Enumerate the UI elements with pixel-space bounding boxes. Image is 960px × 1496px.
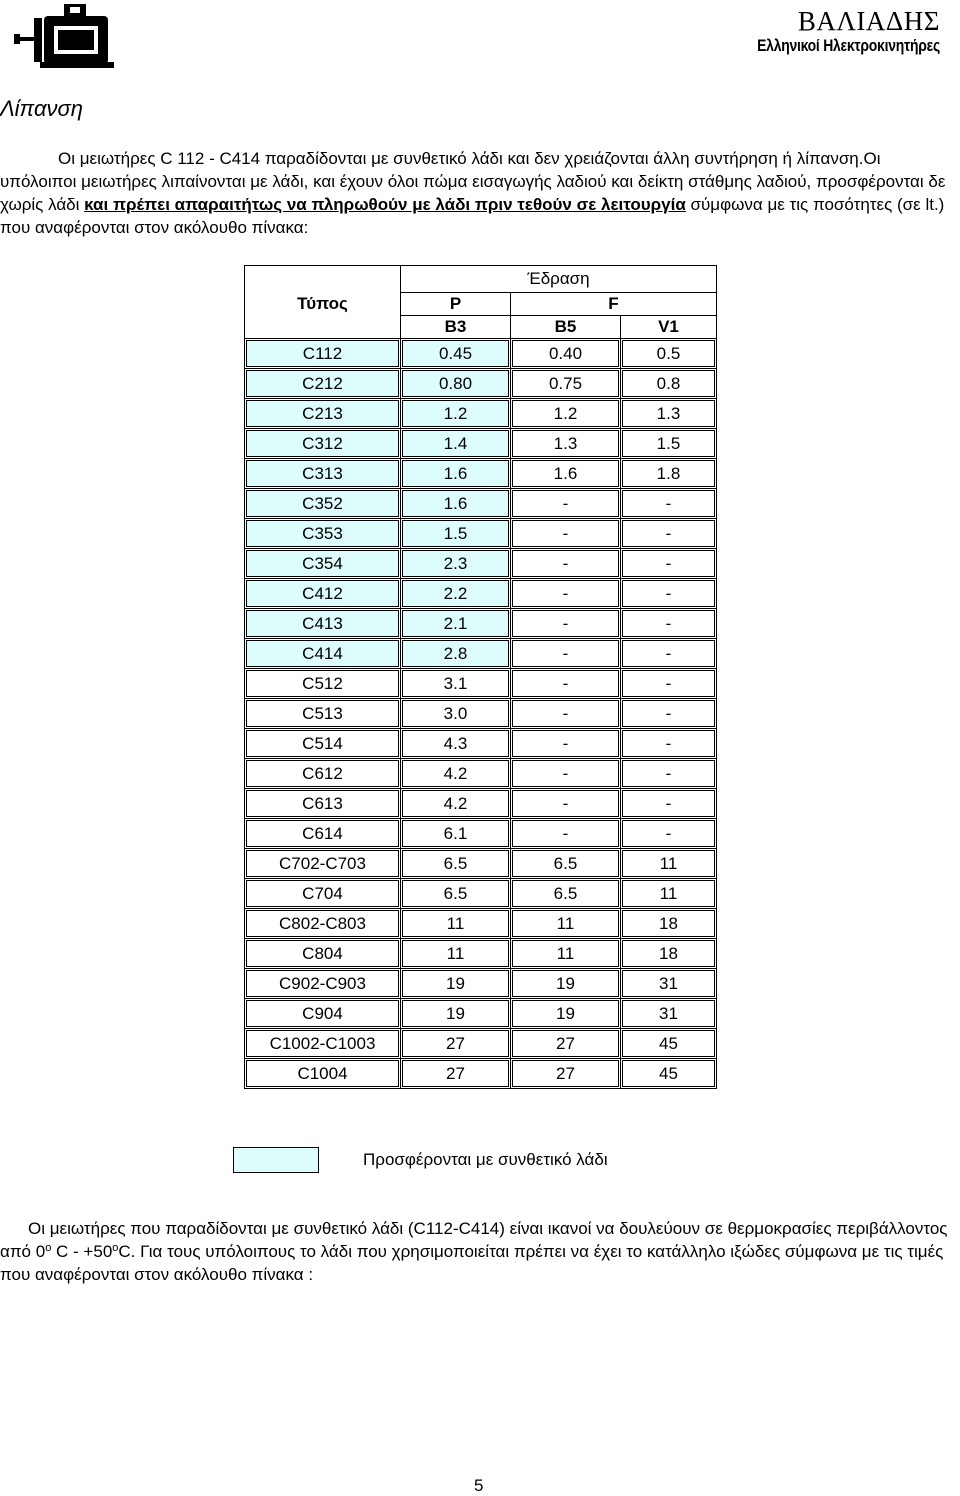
table-row (245, 339, 717, 369)
v1-cell: - (621, 789, 717, 819)
v1-cell: 18 (621, 909, 717, 939)
b3-cell: 6.1 (401, 819, 511, 849)
b5-cell: - (511, 579, 621, 609)
table-row (245, 1029, 717, 1059)
b5-cell: - (511, 519, 621, 549)
oil-quantity-table (244, 265, 717, 1089)
type-cell: C353 (245, 519, 401, 549)
electric-motor-icon (14, 4, 118, 75)
b5-cell: 27 (511, 1059, 621, 1089)
b5-cell: 19 (511, 969, 621, 999)
table-row (245, 639, 717, 669)
v1-cell: - (621, 519, 717, 549)
b3-cell: 11 (401, 909, 511, 939)
table-row (245, 969, 717, 999)
b3-cell: 27 (401, 1029, 511, 1059)
degree-mark: ο (45, 1242, 52, 1254)
table-row (245, 849, 717, 879)
type-cell: C902-C903 (245, 969, 401, 999)
v1-cell: - (621, 489, 717, 519)
table-row (245, 909, 717, 939)
b5-cell: - (511, 699, 621, 729)
outro-paragraph (0, 1217, 955, 1286)
b3-cell: 27 (401, 1059, 511, 1089)
type-cell: C313 (245, 459, 401, 489)
b3-cell: 11 (401, 939, 511, 969)
v1-cell: - (621, 579, 717, 609)
table-row (245, 879, 717, 909)
outro-text: C - +50 (51, 1242, 113, 1261)
b3-cell: 1.6 (401, 489, 511, 519)
v1-cell: - (621, 639, 717, 669)
column-header-b5: B5 (511, 316, 621, 339)
v1-cell: 18 (621, 939, 717, 969)
column-header-v1: V1 (621, 316, 717, 339)
type-cell: C413 (245, 609, 401, 639)
table-row (245, 999, 717, 1029)
v1-cell: - (621, 549, 717, 579)
legend-swatch (233, 1147, 319, 1173)
b5-cell: 0.40 (511, 339, 621, 369)
type-cell: C613 (245, 789, 401, 819)
table-row (245, 789, 717, 819)
b5-cell: - (511, 729, 621, 759)
v1-cell: 31 (621, 969, 717, 999)
v1-cell: - (621, 699, 717, 729)
table-row (245, 1059, 717, 1089)
v1-cell: - (621, 819, 717, 849)
type-cell: C1004 (245, 1059, 401, 1089)
type-cell: C904 (245, 999, 401, 1029)
header-blank (245, 316, 401, 339)
b5-cell: - (511, 489, 621, 519)
intro-emphasis: και πρέπει απαραιτήτως να πληρωθούν με λάδι πριν τεθούν σε λειτουργία (84, 195, 686, 214)
type-cell: C512 (245, 669, 401, 699)
table-row (245, 519, 717, 549)
table-row (245, 819, 717, 849)
b3-cell: 0.80 (401, 369, 511, 399)
degree-mark: ο (112, 1242, 119, 1254)
b3-cell: 1.4 (401, 429, 511, 459)
b5-cell: - (511, 549, 621, 579)
type-cell: C414 (245, 639, 401, 669)
b5-cell: - (511, 609, 621, 639)
table-row (245, 429, 717, 459)
b3-cell: 0.45 (401, 339, 511, 369)
table-row (245, 669, 717, 699)
table-row (245, 489, 717, 519)
section-title: Λίπανση (0, 96, 84, 121)
b3-cell: 19 (401, 969, 511, 999)
type-cell: C514 (245, 729, 401, 759)
table-row (245, 459, 717, 489)
v1-cell: 45 (621, 1029, 717, 1059)
b5-cell: - (511, 819, 621, 849)
b5-cell: 1.3 (511, 429, 621, 459)
brand-block (717, 6, 940, 56)
type-cell: C513 (245, 699, 401, 729)
b3-cell: 1.6 (401, 459, 511, 489)
table-row (245, 579, 717, 609)
table-row (245, 939, 717, 969)
v1-cell: 11 (621, 879, 717, 909)
type-cell: C213 (245, 399, 401, 429)
type-cell: C112 (245, 339, 401, 369)
table-row (245, 549, 717, 579)
b3-cell: 4.3 (401, 729, 511, 759)
b3-cell: 6.5 (401, 849, 511, 879)
b5-cell: 27 (511, 1029, 621, 1059)
table-body (245, 339, 717, 1089)
b5-cell: - (511, 759, 621, 789)
type-cell: C412 (245, 579, 401, 609)
brand-subtitle: Ελληνικοί Ηλεκτροκινητήρες (757, 36, 940, 55)
b5-cell: - (511, 789, 621, 819)
v1-cell: - (621, 729, 717, 759)
table-row (245, 699, 717, 729)
v1-cell: 31 (621, 999, 717, 1029)
v1-cell: 11 (621, 849, 717, 879)
type-header: Τύπος (245, 293, 401, 316)
intro-text: Οι μειωτήρες C 112 - C414 παραδίδονται με συνθετικό λάδι και δεν χρειάζονται άλλη συντήρηση ή λίπανση.Οι υπόλοιποι μειωτήρες λιπαίνονται με λάδι, και έχουν όλοι πώμα εισαγωγής λαδιού και δείκτη στάθμης λαδιού, προσφέρονται δε χωρίς λάδι (0, 149, 946, 214)
v1-cell: 1.5 (621, 429, 717, 459)
b5-cell: 6.5 (511, 849, 621, 879)
outro-text: C. Για τους υπόλοιπους το λάδι που χρησιμοποιείται πρέπει να έχει το κατάλληλο ιξώδες σύμφωνα με τις τιμές που αναφέρονται στον ακόλουθο πίνακα : (0, 1242, 944, 1284)
b3-cell: 2.1 (401, 609, 511, 639)
group-p-header: P (401, 293, 511, 316)
b5-cell: 0.75 (511, 369, 621, 399)
table-row (245, 369, 717, 399)
v1-cell: 0.5 (621, 339, 717, 369)
b5-cell: 11 (511, 909, 621, 939)
mounting-header: Έδραση (401, 266, 717, 293)
type-cell: C614 (245, 819, 401, 849)
b3-cell: 4.2 (401, 759, 511, 789)
b5-cell: 11 (511, 939, 621, 969)
b5-cell: 1.2 (511, 399, 621, 429)
type-cell: C312 (245, 429, 401, 459)
header-blank (245, 266, 401, 293)
b3-cell: 1.2 (401, 399, 511, 429)
v1-cell: 45 (621, 1059, 717, 1089)
b3-cell: 2.8 (401, 639, 511, 669)
type-cell: C804 (245, 939, 401, 969)
b3-cell: 1.5 (401, 519, 511, 549)
type-cell: C1002-C1003 (245, 1029, 401, 1059)
intro-text-end: σύμφωνα με τις ποσότητες (σε lt.) που αναφέρονται στον ακόλουθο πίνακα: (0, 195, 945, 237)
v1-cell: 1.8 (621, 459, 717, 489)
b3-cell: 2.3 (401, 549, 511, 579)
type-cell: C702-C703 (245, 849, 401, 879)
b5-cell: 19 (511, 999, 621, 1029)
type-cell: C704 (245, 879, 401, 909)
type-cell: C354 (245, 549, 401, 579)
table-row (245, 759, 717, 789)
b5-cell: 1.6 (511, 459, 621, 489)
v1-cell: - (621, 669, 717, 699)
column-header-b3: B3 (401, 316, 511, 339)
table-row (245, 399, 717, 429)
b3-cell: 4.2 (401, 789, 511, 819)
outro-text: Οι μειωτήρες που παραδίδονται με συνθετικό λάδι (C112-C414) είναι ικανοί να δουλεύουν σε θερμοκρασίες περιβάλλοντος από 0 (0, 1219, 948, 1261)
b3-cell: 6.5 (401, 879, 511, 909)
b3-cell: 3.0 (401, 699, 511, 729)
group-f-header: F (511, 293, 717, 316)
b5-cell: - (511, 669, 621, 699)
table-row (245, 729, 717, 759)
b5-cell: 6.5 (511, 879, 621, 909)
type-cell: C212 (245, 369, 401, 399)
b5-cell: - (511, 639, 621, 669)
v1-cell: 1.3 (621, 399, 717, 429)
type-cell: C802-C803 (245, 909, 401, 939)
b3-cell: 2.2 (401, 579, 511, 609)
v1-cell: - (621, 609, 717, 639)
table-row (245, 609, 717, 639)
b3-cell: 3.1 (401, 669, 511, 699)
b3-cell: 19 (401, 999, 511, 1029)
v1-cell: 0.8 (621, 369, 717, 399)
type-cell: C352 (245, 489, 401, 519)
brand-name: ΒΑΛΙΑΔΗΣ (797, 6, 940, 36)
intro-paragraph (0, 147, 950, 239)
v1-cell: - (621, 759, 717, 789)
type-cell: C612 (245, 759, 401, 789)
page-number: 5 (474, 1476, 484, 1495)
legend-label: Προσφέρονται με συνθετικό λάδι (363, 1150, 608, 1169)
